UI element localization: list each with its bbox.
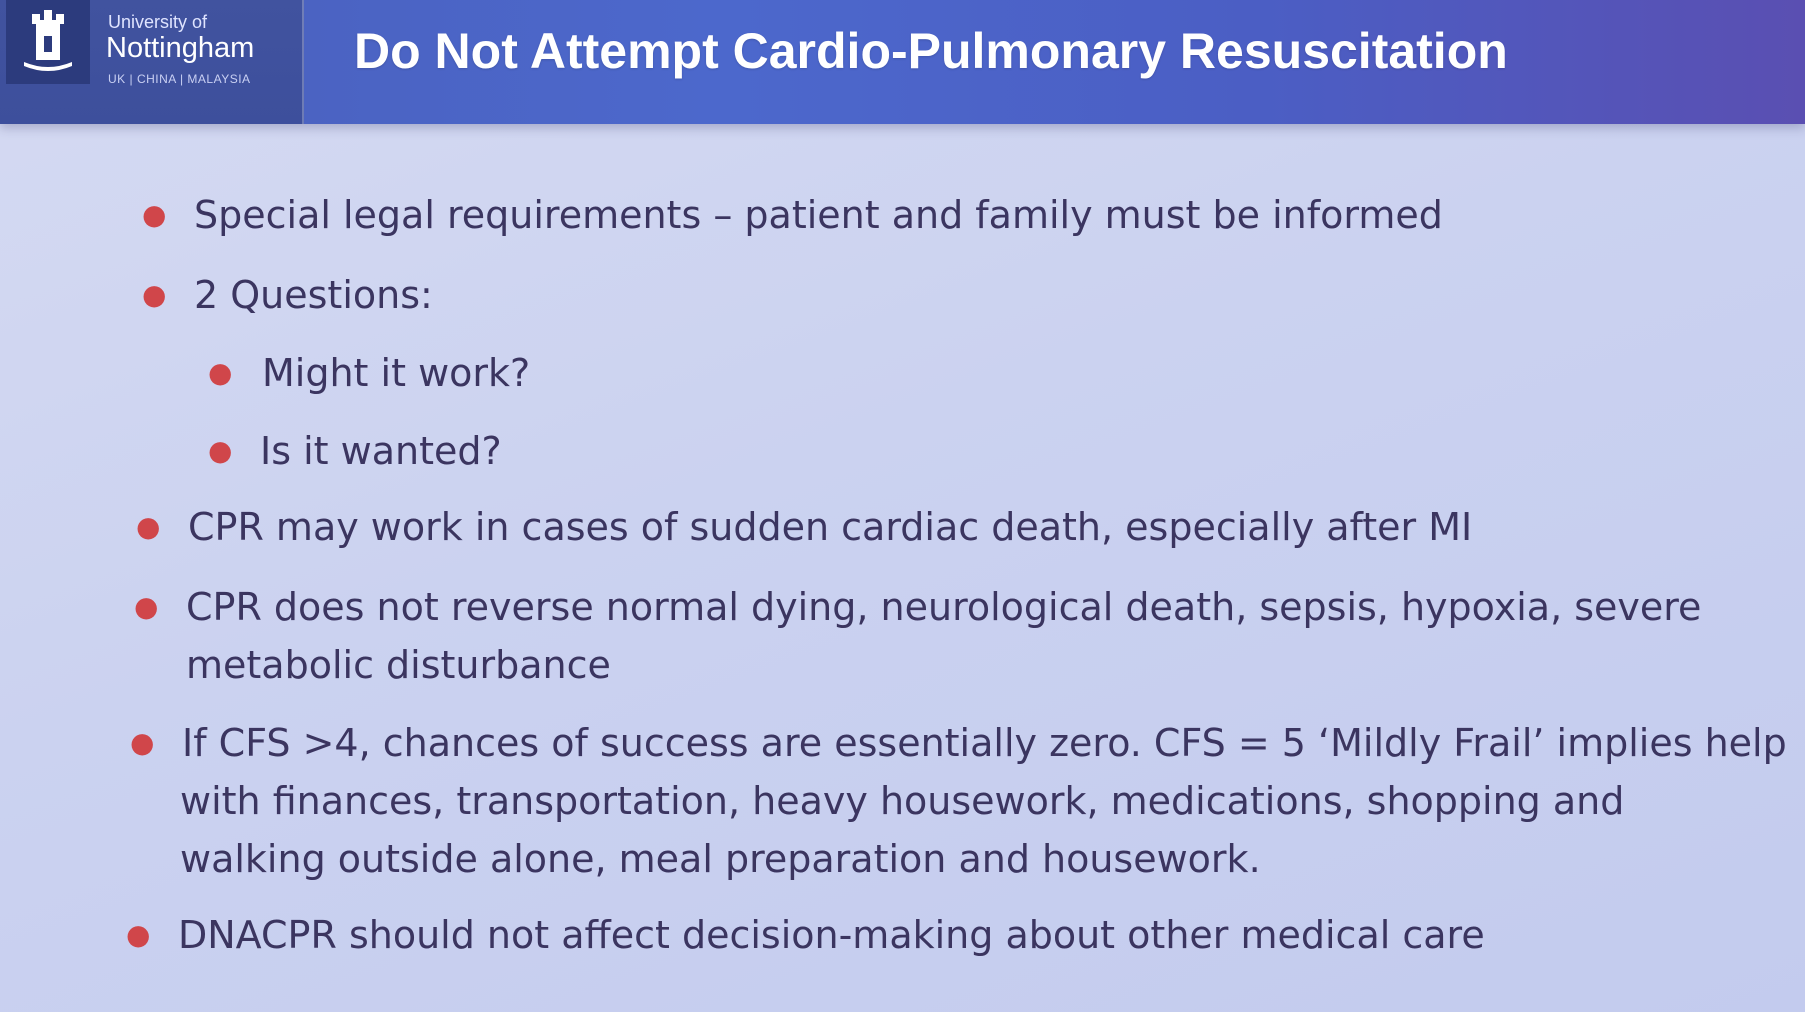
- bullet-dot-icon: ●: [208, 434, 233, 467]
- bullet-two-questions: 2 Questions:: [194, 273, 433, 317]
- bullet-cfs-line-1: If CFS >4, chances of success are essentially zero. CFS = 5 ‘Mildly Frail’ implies help: [182, 721, 1787, 765]
- bullet-dnacpr: DNACPR should not affect decision-making about other medical care: [178, 913, 1485, 957]
- bullet-cpr-may-work: CPR may work in cases of sudden cardiac death, especially after MI: [188, 505, 1473, 549]
- slide-title: Do Not Attempt Cardio-Pulmonary Resuscitation: [354, 23, 1508, 79]
- bullet-dot-icon: ●: [126, 918, 151, 951]
- subbullet-might-it-work: Might it work?: [262, 351, 531, 395]
- bullet-legal-requirements: Special legal requirements – patient and family must be informed: [194, 193, 1443, 237]
- bullet-cfs-line-3: walking outside alone, meal preparation and housework.: [180, 837, 1261, 881]
- logo-text-university-of: University of: [108, 12, 208, 32]
- bullet-dot-icon: ●: [134, 590, 159, 623]
- bullet-dot-icon: ●: [142, 278, 167, 311]
- bullet-dot-icon: ●: [142, 198, 167, 231]
- bullet-dot-icon: ●: [130, 726, 155, 759]
- bullet-cfs-line-2: with finances, transportation, heavy housework, medications, shopping and: [180, 779, 1625, 823]
- subbullet-is-it-wanted: Is it wanted?: [260, 429, 502, 473]
- bullet-cpr-does-not-reverse-line-2: metabolic disturbance: [186, 643, 611, 687]
- bullet-dot-icon: ●: [136, 510, 161, 543]
- logo-text-campuses: UK | CHINA | MALAYSIA: [108, 72, 251, 86]
- logo-text-nottingham: Nottingham: [106, 32, 255, 64]
- bullet-cpr-does-not-reverse-line-1: CPR does not reverse normal dying, neurological death, sepsis, hypoxia, severe: [186, 585, 1702, 629]
- bullet-dot-icon: ●: [208, 356, 233, 389]
